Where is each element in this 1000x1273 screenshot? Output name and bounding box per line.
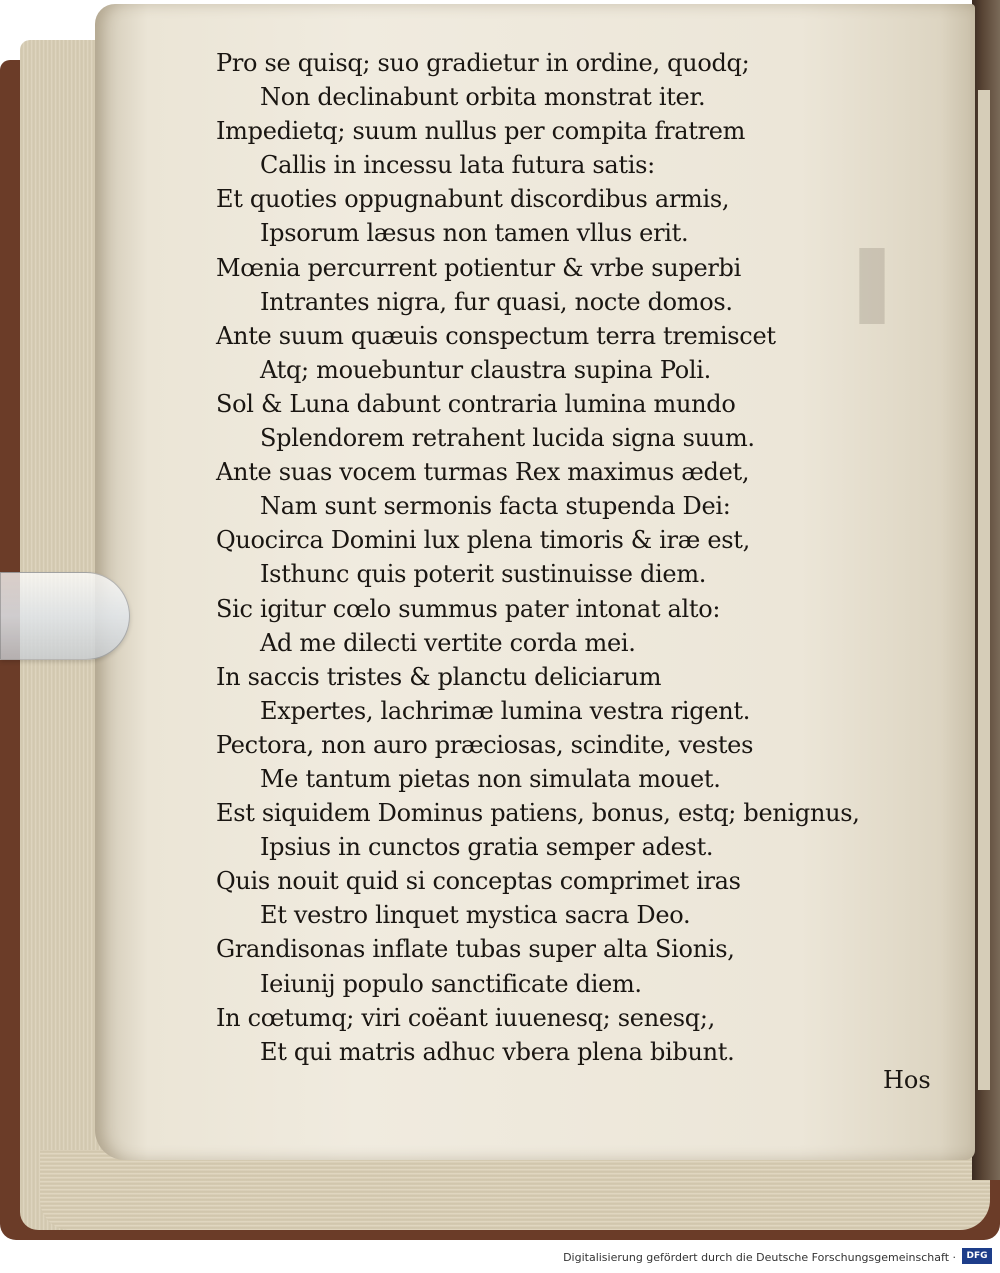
verse-line: Et qui matris adhuc vbera plena bibunt. <box>260 1037 735 1066</box>
verse-line: Nam sunt sermonis facta stupenda Dei: <box>260 492 731 521</box>
verse-line: Pectora, non auro præciosas, scindite, vestes <box>216 730 754 759</box>
verse-line: Non declinabunt orbita monstrat iter. <box>260 83 706 112</box>
verse-line: Isthunc quis poterit sustinuisse diem. <box>260 560 707 589</box>
catchword: Hos <box>883 1066 931 1094</box>
verse-line: In saccis tristes & planctu deliciarum <box>216 662 662 691</box>
verse-line: Mœnia percurrent potientur & vrbe superbi <box>216 253 741 282</box>
verse-line: Intrantes nigra, fur quasi, nocte domos. <box>260 287 733 316</box>
verse-line: Expertes, lachrimæ lumina vestra rigent. <box>260 696 751 725</box>
verse-line: Ieiunij populo sanctificate diem. <box>260 969 642 998</box>
verse-line: Impedietq; suum nullus per compita fratrem <box>216 117 746 146</box>
dfg-logo: DFG <box>962 1248 992 1264</box>
digitization-footer <box>0 1240 1000 1273</box>
verse-line: Callis in incessu lata futura satis: <box>260 151 655 180</box>
verse-line: Quocirca Domini lux plena timoris & iræ est, <box>216 526 750 555</box>
verse-line: Ante suas vocem turmas Rex maximus ædet, <box>216 458 750 487</box>
verse-line: Et quoties oppugnabunt discordibus armis, <box>216 185 730 214</box>
verse-line: Et vestro linquet mystica sacra Deo. <box>260 901 691 930</box>
scanned-book-page: ▌ Pro se quisq; suo gradietur in ordine, quodq; Non declinabunt orbita monstrat iter. Impedietq; suum nullus per compita fratrem Callis in incessu lata futura satis: Et quoties oppugnabunt discordibus armis, Ipsorum læsus non tamen vllus erit. Mœnia percurrent potientur & vrbe superbi Intrantes nigra, fur quasi, nocte domos. Ante suum quæuis conspectum terra tremiscet Atq; mouebuntur claustra supina Poli. Sol & Luna dabunt contraria lumina mundo Splendorem retrahent lucida signa suum. Ante suas vocem turmas Rex maximus ædet, Nam sunt sermonis facta stupenda Dei: Quocirca Domini lux plena timoris & iræ est, Isthunc quis poterit sustinuisse diem. Sic igitur cœlo summus pater intonat alto: Ad me dilecti vertite corda mei. In saccis tristes & planctu deliciarum Expertes, lachrimæ lumina vestra rigent. Pectora, non auro præciosas, scindite, vestes Me tantum pietas non simulata mouet. Est siquidem Dominus patiens, bonus, estq; benignus, Ipsius in cunctos gratia semper adest. Quis nouit quid si conceptas comprimet iras Et vestro linquet mystica sacra Deo. Grandisonas inflate tubas super alta Sionis, Ieiunij populo sanctificate diem. In cœtumq; viri coëant iuuenesq; senesq;, Et qui matris adhuc vbera plena bibunt. Hos Digitalisierung gefördert durch die Deutsche Forschungsgemeinschaft · DFG <box>0 0 1000 1273</box>
verse-line: Pro se quisq; suo gradietur in ordine, quodq; <box>216 49 750 77</box>
facing-page-edge <box>972 0 1000 1180</box>
verse-line: In cœtumq; viri coëant iuuenesq; senesq;, <box>216 1003 715 1032</box>
verse-line: Est siquidem Dominus patiens, bonus, estq; benignus, <box>216 799 860 828</box>
verse-line: Quis nouit quid si conceptas comprimet iras <box>216 867 741 896</box>
page-tab-marker <box>0 572 130 660</box>
verse-line: Splendorem retrahent lucida signa suum. <box>260 424 755 453</box>
verse-line: Ipsorum læsus non tamen vllus erit. <box>260 219 689 248</box>
verse-text <box>216 46 936 1069</box>
verse-line: Ad me dilecti vertite corda mei. <box>260 628 636 657</box>
page-edges-bottom <box>40 1150 990 1230</box>
verse-line: Sol & Luna dabunt contraria lumina mundo <box>216 389 736 418</box>
verse-line: Me tantum pietas non simulata mouet. <box>260 764 721 793</box>
verse-line: Sic igitur cœlo summus pater intonat alto: <box>216 594 721 623</box>
verse-line: Ipsius in cunctos gratia semper adest. <box>260 833 714 862</box>
verse-line: Grandisonas inflate tubas super alta Sionis, <box>216 935 735 964</box>
verse-line: Atq; mouebuntur claustra supina Poli. <box>260 355 711 384</box>
footer-credit: Digitalisierung gefördert durch die Deutsche Forschungsgemeinschaft · <box>563 1251 956 1264</box>
verse-line: Ante suum quæuis conspectum terra tremiscet <box>216 321 776 350</box>
